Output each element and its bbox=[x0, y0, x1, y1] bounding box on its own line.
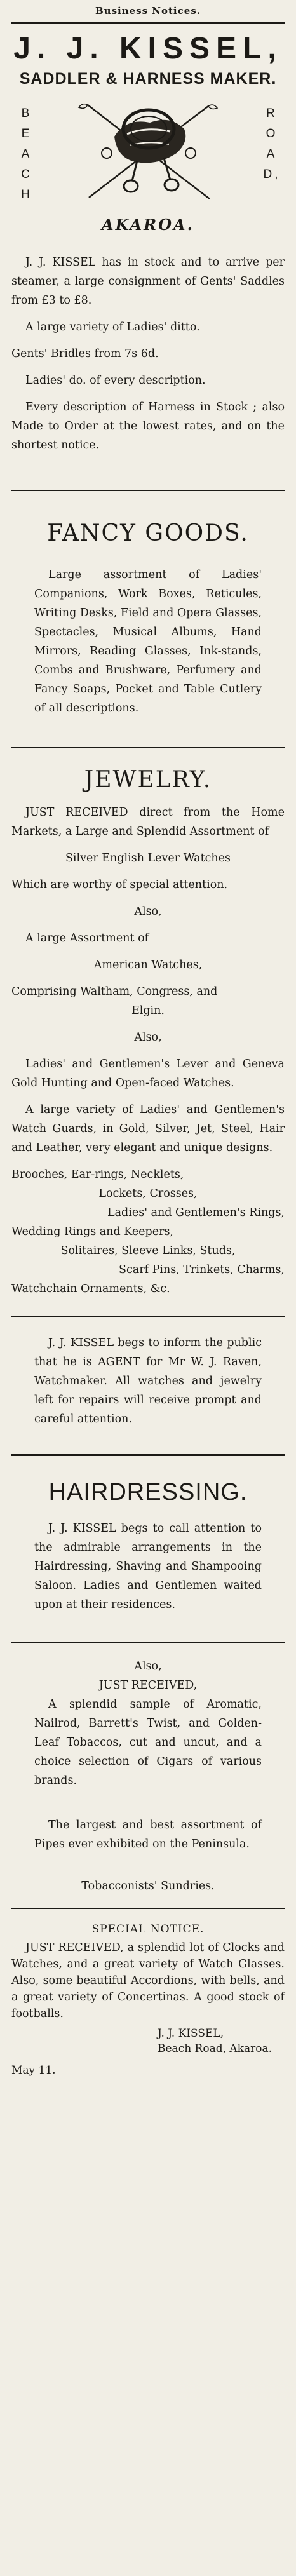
jewelry-intro: JUST RECEIVED direct from the Home Markets, a Large and Splendid Assortment of bbox=[11, 806, 285, 838]
agent-section bbox=[11, 1333, 285, 1429]
tobacco-sundries: Tobacconists' Sundries. bbox=[81, 1880, 215, 1892]
saddlery-line: Ladies' do. of every description. bbox=[25, 374, 206, 387]
special-notice-section bbox=[11, 1939, 285, 2022]
signature-block bbox=[11, 2026, 285, 2078]
vertical-beach: B E A C H bbox=[21, 107, 32, 201]
saddle-emblem-icon bbox=[75, 92, 221, 206]
saddlery-line: Gents' Bridles from 7s 6d. bbox=[11, 347, 159, 360]
hairdressing-text: J. J. KISSEL begs to call attention to the admirable arrangements in the Hairdressing, Shaving and Shampooing Saloon. Ladies and Gentlemen waited upon at their residences. bbox=[34, 1522, 262, 1611]
masthead-name: J. J. KISSEL, bbox=[13, 32, 283, 65]
tobacco-section bbox=[11, 1657, 285, 1896]
section-divider bbox=[11, 490, 285, 492]
jewelry-title: JEWELRY. bbox=[84, 767, 212, 793]
jewelry-also: Also, bbox=[134, 1031, 162, 1044]
section-divider bbox=[11, 1454, 285, 1456]
jewelry-elgin: Elgin. bbox=[131, 1004, 165, 1017]
masthead-emblem-row bbox=[11, 92, 285, 213]
jewelry-comprising: Comprising Waltham, Congress, and bbox=[11, 985, 218, 998]
agent-text: J. J. KISSEL begs to inform the public that he is AGENT for Mr W. J. Raven, Watchmaker. All watches and jewelry left for repairs will receive prompt and careful attention. bbox=[34, 1337, 262, 1426]
tobacco-received: JUST RECEIVED, bbox=[98, 1679, 198, 1692]
jewelry-section bbox=[11, 803, 285, 1298]
jewelry-list-item: Watchchain Ornaments, &c. bbox=[11, 1283, 170, 1295]
saddlery-section bbox=[11, 253, 285, 455]
vertical-road: R O A D, bbox=[263, 107, 281, 181]
masthead-trade: SADDLER & HARNESS MAKER. bbox=[19, 70, 277, 88]
jewelry-list-item: Brooches, Ear-rings, Necklets, bbox=[11, 1168, 184, 1181]
jewelry-list-item: Ladies' and Gentlemen's Rings, bbox=[107, 1206, 285, 1219]
jewelry-guards: A large variety of Ladies' and Gentlemen's Watch Guards, in Gold, Silver, Jet, Steel, Hair and Leather, very elegant and unique designs. bbox=[11, 1103, 285, 1154]
jewelry-assortment: A large Assortment of bbox=[25, 932, 149, 945]
jewelry-silver: Silver English Lever Watches bbox=[65, 852, 231, 865]
jewelry-levers: Ladies' and Gentlemen's Lever and Geneva Gold Hunting and Open-faced Watches. bbox=[11, 1058, 285, 1089]
tobacco-text: A splendid sample of Aromatic, Nailrod, Barrett's Twist, and Golden-Leaf Tobaccos, cut and uncut, and a choice selection of Cigars of various brands. bbox=[34, 1698, 262, 1787]
masthead-town: AKAROA. bbox=[102, 215, 194, 234]
tobacco-pipes: The largest and best assortment of Pipes ever exhibited on the Peninsula. bbox=[34, 1819, 262, 1851]
signature-address: Beach Road, Akaroa. bbox=[158, 2042, 272, 2055]
section-divider bbox=[11, 746, 285, 748]
jewelry-also: Also, bbox=[134, 905, 162, 918]
hairdressing-section bbox=[11, 1519, 285, 1614]
notice-date: May 11. bbox=[11, 2064, 56, 2077]
jewelry-list-item: Wedding Rings and Keepers, bbox=[11, 1225, 173, 1238]
saddlery-line: A large variety of Ladies' ditto. bbox=[25, 321, 200, 334]
hairdressing-title: HAIRDRESSING. bbox=[48, 1479, 248, 1506]
jewelry-list-item: Lockets, Crosses, bbox=[98, 1187, 198, 1200]
special-notice-text: JUST RECEIVED, a splendid lot of Clocks and Watches, and a great variety of Watch Glasses. Also, some beautiful Accordions, with bells, and a great variety of Concertinas. A good stock of footballs. bbox=[11, 1941, 285, 2020]
fancy-goods-text: Large assortment of Ladies' Companions, Work Boxes, Reticules, Writing Desks, Field and Opera Glasses, Spectacles, Musical Albums, Hand Mirrors, Reading Glasses, Ink-stands, Combs and Brushware, Perfumery and Fancy Soaps, Pocket and Table Cutlery of all descriptions. bbox=[34, 569, 262, 715]
header-rule bbox=[11, 22, 285, 24]
page-header: Business Notices. bbox=[95, 5, 201, 17]
jewelry-list-item: Scarf Pins, Trinkets, Charms, bbox=[119, 1264, 285, 1276]
fancy-goods-section bbox=[11, 565, 285, 718]
signature-name: J. J. KISSEL, bbox=[158, 2027, 224, 2040]
jewelry-list-item: Solitaires, Sleeve Links, Studs, bbox=[60, 1244, 236, 1257]
fancy-goods-title: FANCY GOODS. bbox=[47, 520, 249, 546]
saddlery-line: J. J. KISSEL has in stock and to arrive per steamer, a large consignment of Gents' Saddles from £3 to £8. bbox=[11, 256, 285, 307]
special-notice-title: SPECIAL NOTICE. bbox=[91, 1923, 205, 1936]
tobacco-also: Also, bbox=[134, 1660, 162, 1673]
jewelry-worthy: Which are worthy of special attention. bbox=[11, 879, 228, 891]
jewelry-american: American Watches, bbox=[93, 959, 203, 971]
saddlery-line: Every description of Harness in Stock ; also Made to Order at the lowest rates, and on the shortest notice. bbox=[11, 401, 285, 452]
